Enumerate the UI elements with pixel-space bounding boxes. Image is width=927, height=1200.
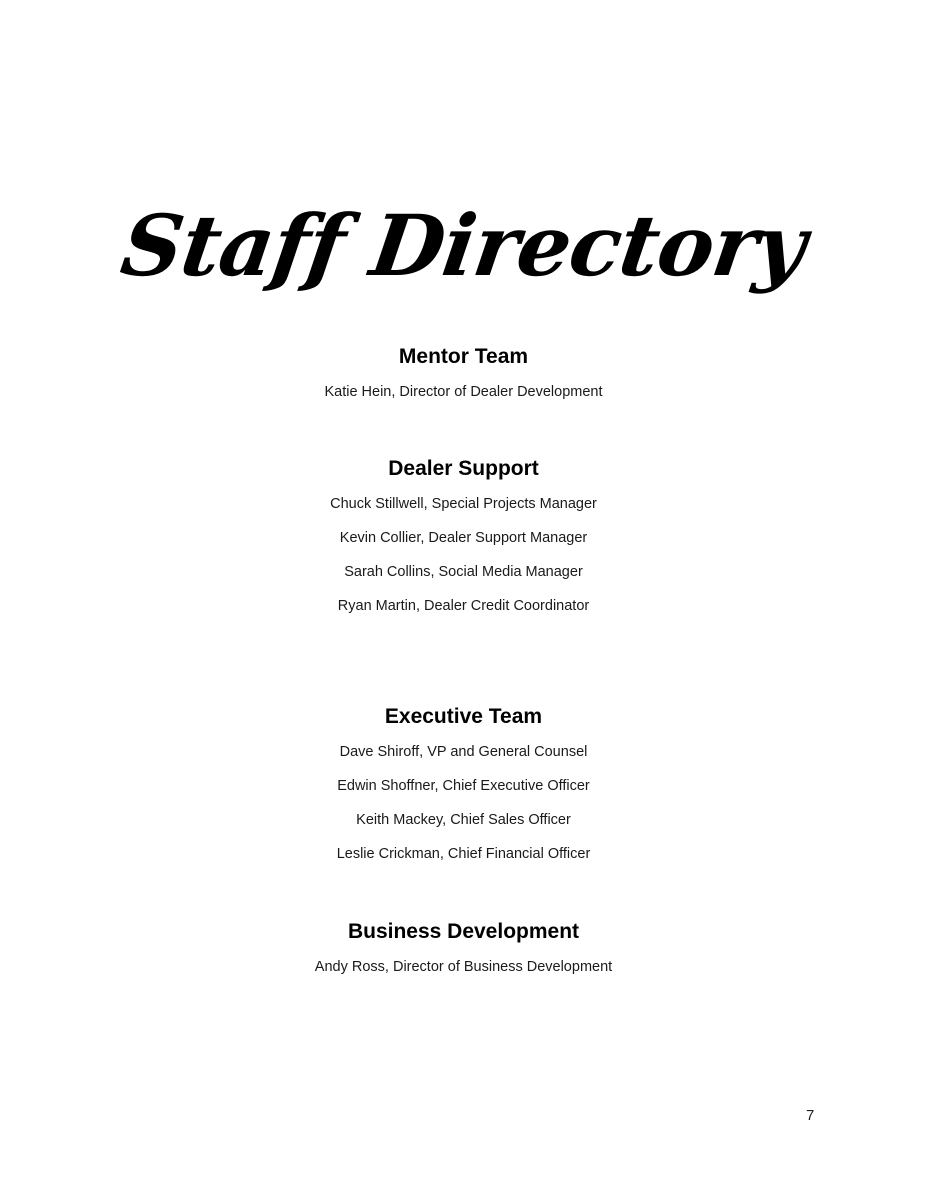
list-item: Leslie Crickman, Chief Financial Officer bbox=[336, 846, 591, 862]
section-heading: Business Development bbox=[347, 920, 580, 943]
people-list bbox=[0, 495, 927, 631]
list-item: Ryan Martin, Dealer Credit Coordinator bbox=[337, 598, 590, 614]
section-executive-team bbox=[0, 704, 927, 879]
section-heading: Executive Team bbox=[384, 705, 543, 728]
section-heading: Mentor Team bbox=[398, 345, 529, 368]
page-title: Staff Directory bbox=[115, 196, 812, 295]
list-item: Dave Shiroff, VP and General Counsel bbox=[339, 744, 588, 760]
list-item: Sarah Collins, Social Media Manager bbox=[344, 564, 583, 580]
list-item: Kevin Collier, Dealer Support Manager bbox=[339, 530, 588, 546]
list-item: Chuck Stillwell, Special Projects Manager bbox=[330, 496, 597, 512]
section-dealer-support bbox=[0, 456, 927, 631]
list-item: Keith Mackey, Chief Sales Officer bbox=[356, 812, 571, 828]
section-business-development bbox=[0, 919, 927, 992]
section-heading: Dealer Support bbox=[388, 457, 539, 480]
list-item: Edwin Shoffner, Chief Executive Officer bbox=[337, 778, 590, 794]
people-list bbox=[0, 958, 927, 992]
people-list bbox=[0, 383, 927, 417]
section-mentor-team bbox=[0, 344, 927, 417]
page-number: 7 bbox=[806, 1107, 815, 1124]
people-list bbox=[0, 743, 927, 879]
list-item: Andy Ross, Director of Business Development bbox=[314, 959, 613, 975]
list-item: Katie Hein, Director of Dealer Development bbox=[324, 384, 603, 400]
